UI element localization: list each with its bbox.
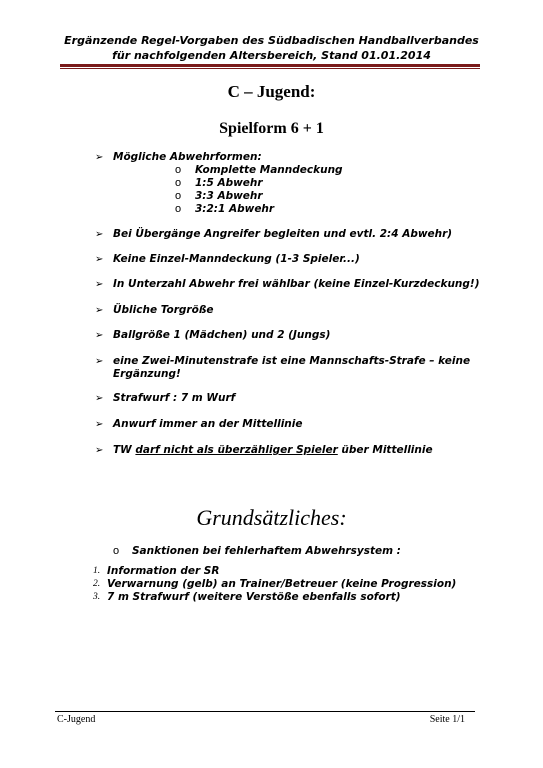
sub-list-item: o Komplette Manndeckung (175, 164, 343, 176)
bullet-item: ➢ Strafwurf : 7 m Wurf (95, 392, 236, 404)
arrow-bullet-icon: ➢ (95, 419, 104, 430)
bullet-item: ➢ TW darf nicht als überzähliger Spieler über Mittellinie (95, 444, 433, 456)
header-rule (60, 64, 480, 67)
sub-list-item: o 3:3 Abwehr (175, 190, 263, 202)
footer-left: C-Jugend (57, 714, 96, 725)
arrow-bullet-icon: ➢ (95, 279, 104, 290)
arrow-bullet-icon: ➢ (95, 152, 104, 163)
bullet-item: ➢ Anwurf immer an der Mittellinie (95, 418, 303, 430)
arrow-bullet-icon: ➢ (95, 254, 104, 265)
arrow-bullet-icon: ➢ (95, 393, 104, 404)
bullet-item: ➢ Bei Übergänge Angreifer begleiten und evtl. 2:4 Abwehr) (95, 228, 453, 240)
numbered-item: 3. 7 m Strafwurf (weitere Verstöße ebenfalls sofort) (93, 591, 401, 603)
section-title: Grundsätzliches: (196, 505, 347, 530)
page-title: C – Jugend: (227, 82, 316, 101)
bullet-item: ➢ Keine Einzel-Manndeckung (1-3 Spieler...) (95, 253, 360, 265)
circle-bullet-icon: o (175, 203, 182, 215)
page-subtitle: Spielform 6 + 1 (219, 120, 324, 137)
document-header (0, 33, 543, 63)
underlined-text: darf nicht als überzähliger Spieler (135, 444, 338, 456)
footer-rule (55, 711, 475, 712)
bullet-item: ➢ Übliche Torgröße (95, 304, 214, 316)
footer-page-number: Seite 1/1 (429, 714, 465, 725)
arrow-bullet-icon: ➢ (95, 229, 104, 240)
circle-bullet-icon: o (175, 190, 182, 202)
bullet-item: ➢ Mögliche Abwehrformen: (95, 151, 262, 163)
header-rule-thin (60, 68, 480, 69)
header-line-1: Ergänzende Regel-Vorgaben des Südbadischen Handballverbandes (64, 34, 479, 47)
circle-bullet-icon: o (113, 545, 120, 557)
arrow-bullet-icon: ➢ (95, 305, 104, 316)
bullet-item: ➢ In Unterzahl Abwehr frei wählbar (keine Einzel-Kurzdeckung!) (95, 278, 480, 290)
sub-list-item: o 1:5 Abwehr (175, 177, 263, 189)
bullet-item: ➢ eine Zwei-Minutenstrafe ist eine Mannschafts-Strafe – keine Ergänzung! (95, 355, 471, 380)
sub-list-item: o 3:2:1 Abwehr (175, 203, 275, 215)
numbered-item: 1. Information der SR (93, 565, 220, 577)
arrow-bullet-icon: ➢ (95, 330, 104, 341)
arrow-bullet-icon: ➢ (95, 445, 104, 456)
circle-bullet-icon: o (175, 164, 182, 176)
numbered-item: 2. Verwarnung (gelb) an Trainer/Betreuer (keine Progression) (93, 578, 457, 590)
circle-bullet-icon: o (175, 177, 182, 189)
bullet-item: ➢ Ballgröße 1 (Mädchen) und 2 (Jungs) (95, 329, 331, 341)
arrow-bullet-icon: ➢ (95, 356, 104, 367)
sanctions-label: o Sanktionen bei fehlerhaftem Abwehrsystem : (113, 545, 401, 557)
header-line-2: für nachfolgenden Altersbereich, Stand 01.01.2014 (112, 49, 431, 62)
